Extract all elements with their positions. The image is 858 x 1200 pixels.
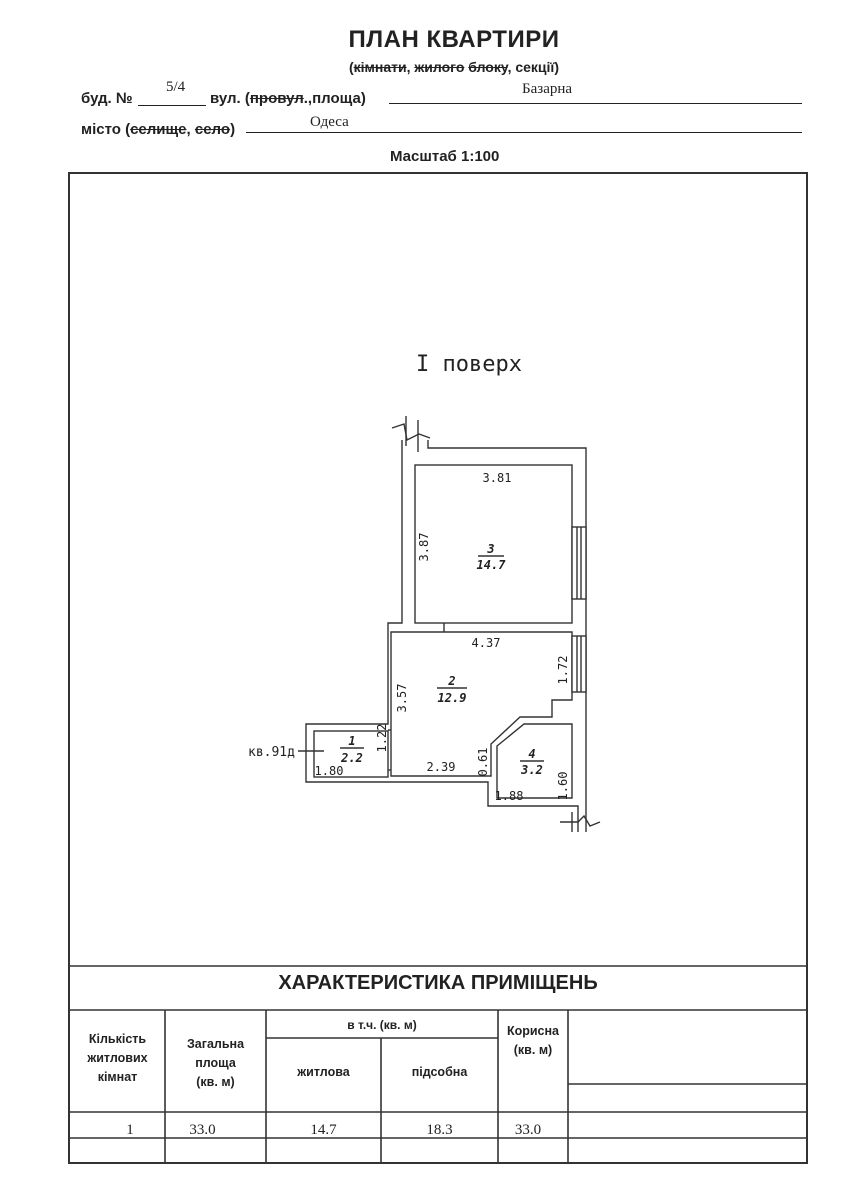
room-2-number: 2 — [448, 674, 456, 688]
room-3-number: 3 — [487, 542, 495, 556]
dim-room2-bottom: 2.39 — [426, 760, 456, 774]
header-including: в т.ч. (кв. м) — [347, 1018, 417, 1032]
characteristics-title: ХАРАКТЕРИСТИКА ПРИМІЩЕНЬ — [278, 972, 598, 994]
header-rooms-count: Кількість житлових кімнат — [87, 1032, 148, 1084]
room-4-number: 4 — [528, 747, 536, 761]
dim-room2-depth: 3.57 — [395, 683, 409, 713]
dim-room2-width: 4.37 — [471, 636, 501, 650]
dim-room1-width: 1.80 — [314, 764, 344, 778]
header-auxiliary: підсобна — [411, 1065, 468, 1079]
header-total-area: Загальна площа (кв. м) — [186, 1037, 245, 1089]
street-value: Базарна — [522, 81, 573, 97]
building-label: буд. № — [81, 90, 133, 107]
dim-room3-width: 3.81 — [482, 471, 512, 485]
dim-room3-depth: 3.87 — [417, 532, 431, 562]
street-label: вул. (провул.,площа) — [210, 90, 366, 107]
city-label: місто (селище, село) — [81, 121, 236, 138]
cell-auxiliary: 18.3 — [426, 1122, 453, 1138]
dim-room2-right: 1.72 — [556, 655, 570, 685]
scale-label: Масштаб 1:100 — [390, 148, 500, 165]
header-useful: Корисна (кв. м) — [506, 1024, 560, 1057]
page-subtitle: (кімнати, жилого блоку, секції) — [348, 59, 560, 75]
dim-room4-left: 0.61 — [476, 747, 490, 777]
room-4-area: 3.2 — [521, 763, 543, 777]
cell-useful: 33.0 — [514, 1122, 542, 1138]
plan-labels — [248, 471, 570, 803]
apartment-label: кв.91д — [248, 745, 295, 760]
floor-label: I поверх — [416, 352, 522, 377]
room-1-number: 1 — [348, 734, 356, 748]
city-value: Одеса — [310, 114, 349, 130]
page-title: ПЛАН КВАРТИРИ — [348, 26, 560, 53]
dim-room4-depth: 1.60 — [556, 771, 570, 801]
room-2-area: 12.9 — [437, 691, 467, 705]
room-1-area: 2.2 — [341, 751, 363, 765]
room-3-area: 14.7 — [476, 558, 506, 572]
dim-room1-depth: 1.22 — [375, 723, 389, 753]
building-value: 5/4 — [166, 79, 186, 95]
cell-living: 14.7 — [310, 1122, 337, 1138]
cell-rooms-count: 1 — [126, 1122, 134, 1138]
dim-room4-width: 1.88 — [494, 789, 524, 803]
cell-total-area: 33.0 — [189, 1122, 216, 1138]
header-living: житлова — [297, 1065, 350, 1079]
